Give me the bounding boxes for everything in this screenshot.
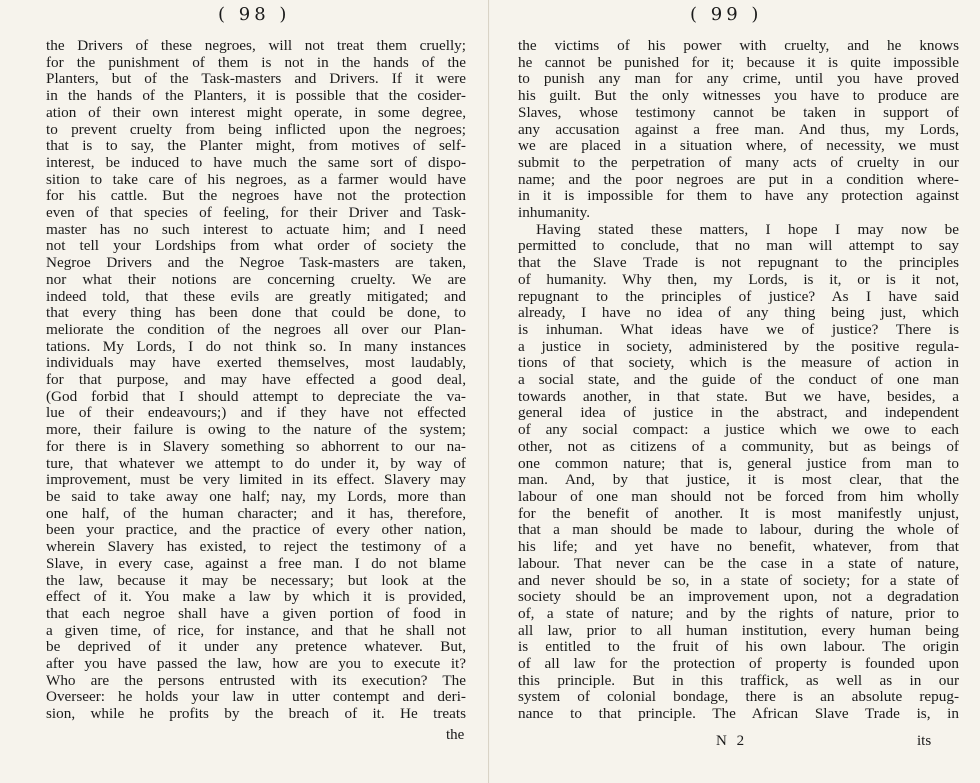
text-line: be deprived of it under any pretence whatever. But, <box>46 639 466 656</box>
right-page-text <box>518 38 959 723</box>
text-line: for his cattle. But the negroes have not the protection <box>46 188 466 205</box>
text-line: Planters, but of the Task-masters and Drivers. If it were <box>46 71 466 88</box>
text-line: of, a state of nature; and by the rights of nature, prior to <box>518 605 959 622</box>
text-line: in the hands of the Planters, it is possible that the cosider- <box>46 88 466 105</box>
text-line: a justice in society, administered by the positive regula- <box>518 338 959 355</box>
left-page <box>0 0 489 783</box>
text-line: is entitled to the fruit of his own labour. The origin <box>518 639 959 656</box>
text-line: society should be an improvement upon, not a degradation <box>518 589 959 606</box>
text-line: one common nature; that is, general justice from man to <box>518 455 959 472</box>
right-catchword: its <box>917 733 932 749</box>
text-line: a given time, of rice, for instance, and that he shall not <box>46 622 466 639</box>
text-line: Negroe Drivers and the Negroe Task-masters are taken, <box>46 255 466 272</box>
left-page-number: ( 98 ) <box>218 4 291 25</box>
text-line: that every thing has been done that could be done, to <box>46 305 466 322</box>
text-line: labour of one man should not be forced from him wholly <box>518 488 959 505</box>
text-line: after you have passed the law, how are you to execute it? <box>46 656 466 673</box>
text-line: ation of their own interest might operate, in some degree, <box>46 104 466 121</box>
right-page <box>490 0 980 783</box>
text-line: towards another, in that state. But we have, besides, a <box>518 388 959 405</box>
text-line: to prevent cruelty from being inflicted upon the negroes; <box>46 121 466 138</box>
left-page-text <box>46 38 466 723</box>
text-line: individuals may have exerted themselves, most laudably, <box>46 355 466 372</box>
text-line: wherein Slavery has existed, to reject the testimony of a <box>46 539 466 556</box>
text-line: the Drivers of these negroes, will not treat them cruelly; <box>46 38 466 54</box>
text-line: in it is impossible for them to have any protection against <box>518 188 959 205</box>
text-line: master has no such interest to actuate him; and I need <box>46 221 466 238</box>
text-line: he cannot be punished for it; because it is quite impossible <box>518 54 959 71</box>
left-catchword: the <box>446 727 465 743</box>
text-line: to punish any man for any crime, until you have proved <box>518 71 959 88</box>
text-line: for the benefit of another. It is most manifestly unjust, <box>518 505 959 522</box>
text-line: his guilt. But the only witnesses you have to produce are <box>518 88 959 105</box>
text-line: name; and the poor negroes are put in a condition where- <box>518 171 959 188</box>
text-line: even of that species of feeling, for their Driver and Task- <box>46 205 466 222</box>
text-line: improvement, must be very limited in its effect. Slavery may <box>46 472 466 489</box>
text-line: Who are the persons entrusted with its execution? The <box>46 672 466 689</box>
text-line: not tell your Lordships from what order of society the <box>46 238 466 255</box>
text-line: be said to take away one half; nay, my Lords, more than <box>46 488 466 505</box>
text-line: the law, because it may be necessary; but look at the <box>46 572 466 589</box>
text-line: of all law for the protection of property is founded upon <box>518 656 959 673</box>
text-line: permitted to conclude, that no man will attempt to say <box>518 238 959 255</box>
right-page-number: ( 99 ) <box>690 4 763 25</box>
text-line: that is to say, the Planter might, from motives of self- <box>46 138 466 155</box>
text-line: we are placed in a situation where, of necessity, we must <box>518 138 959 155</box>
text-line: been your practice, and the practice of every other nation, <box>46 522 466 539</box>
text-line: man. And, by that justice, it is most clear, that the <box>518 472 959 489</box>
text-line: of humanity. Why then, my Lords, is it, or is it not, <box>518 271 959 288</box>
text-line: (God forbid that I should attempt to depreciate the va- <box>46 388 466 405</box>
text-line: system of colonial bondage, there is an absolute repug- <box>518 689 959 706</box>
text-line: Slaves, whose testimony cannot be taken in support of <box>518 104 959 121</box>
text-line: this principle. But in this traffick, as well as in our <box>518 672 959 689</box>
text-line: all law, prior to all human institution, every human being <box>518 622 959 639</box>
text-line: sition to take care of his negroes, as a farmer would have <box>46 171 466 188</box>
text-line: effect of it. You make a law by which it is provided, <box>46 589 466 606</box>
text-line: is inhuman. What ideas have we of justice? There is <box>518 321 959 338</box>
text-line: interest, be induced to have much the same sort of dispo- <box>46 154 466 171</box>
text-line: Having stated these matters, I hope I may now be <box>536 221 959 238</box>
text-line: labour. That never can be the case in a state of nature, <box>518 555 959 572</box>
text-line: that each negroe shall have a given portion of food in <box>46 605 466 622</box>
text-line: for that purpose, and may have effected a good deal, <box>46 372 466 389</box>
text-line: the victims of his power with cruelty, and he knows <box>518 38 959 54</box>
text-line: inhumanity. <box>518 205 590 222</box>
text-line: that a man should be made to labour, during the whole of <box>518 522 959 539</box>
text-line: Overseer: he holds your law in utter contempt and deri- <box>46 689 466 706</box>
text-line: other, not as citizens of a community, but as beings of <box>518 438 959 455</box>
text-line: nance to that principle. The African Slave Trade is, in <box>518 706 959 723</box>
text-line: lue of their endeavours;) and if they have not effected <box>46 405 466 422</box>
signature-mark: N 2 <box>716 733 748 749</box>
text-line: his life; and yet have no benefit, whatever, from that <box>518 539 959 556</box>
text-line: any accusation against a free man. And thus, my Lords, <box>518 121 959 138</box>
text-line: indeed told, that these evils are greatly mitigated; and <box>46 288 466 305</box>
text-line: of any social compact: a justice which we owe to each <box>518 422 959 439</box>
text-line: tions of that society, which is the measure of action in <box>518 355 959 372</box>
text-line: nor what their notions are concerning cruelty. We are <box>46 271 466 288</box>
text-line: repugnant to the principles of justice? As I have said <box>518 288 959 305</box>
text-line: sion, while he profits by the breach of it. He treats <box>46 706 466 723</box>
text-line: submit to the perpetration of many acts of cruelty in our <box>518 154 959 171</box>
text-line: more, their failure is owing to the nature of the system; <box>46 422 466 439</box>
text-line: meliorate the condition of the negroes all over our Plan- <box>46 321 466 338</box>
text-line: ture, that whatever we attempt to do under it, by way of <box>46 455 466 472</box>
text-line: Slave, in every case, against a free man. I do not blame <box>46 555 466 572</box>
text-line: for the punishment of them is not in the hands of the <box>46 54 466 71</box>
text-line: general idea of justice in the abstract, and independent <box>518 405 959 422</box>
text-line: for there is in Slavery something so abhorrent to our na- <box>46 438 466 455</box>
text-line: that the Slave Trade is not repugnant to the principles <box>518 255 959 272</box>
text-line: and never should be so, in a state of society; for a state of <box>518 572 959 589</box>
text-line: already, I have no idea of any thing being just, which <box>518 305 959 322</box>
text-line: a social state, and the guide of the conduct of one man <box>518 372 959 389</box>
text-line: one half, of the human character; and it has, therefore, <box>46 505 466 522</box>
text-line: tations. My Lords, I do not think so. In many instances <box>46 338 466 355</box>
